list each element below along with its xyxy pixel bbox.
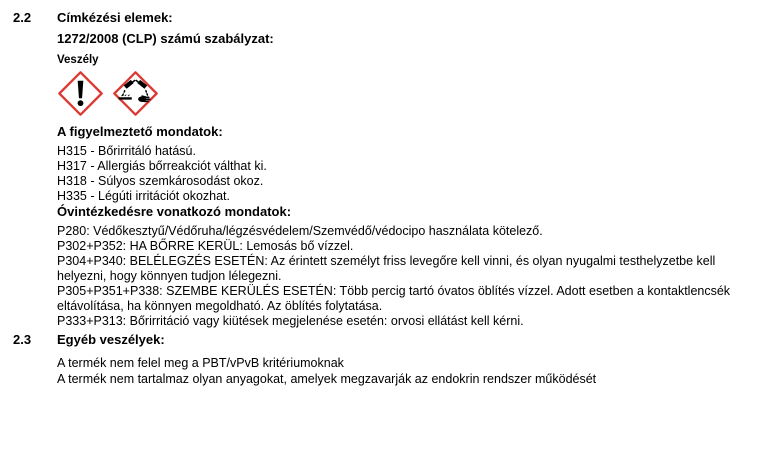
other-hazard-statement-endocrine: A termék nem tartalmaz olyan anyagokat, amelyek megzavarják az endokrin rendszer működését	[57, 372, 597, 386]
ghs-pictograms	[57, 70, 745, 117]
hazard-statement-h318: H318 - Súlyos szemkárosodást okoz.	[57, 174, 264, 188]
precautionary-statement-p305-p351-p338: P305+P351+P338: SZEMBE KERÜLÉS ESETÉN: Több percig tartó óvatos öblítés vízzel. Adott esetben a kontaktlencsék eltávolítása, ha könnyen megoldható. Az öblítés folytatása.	[57, 284, 731, 313]
hazard-statements-heading: A figyelmeztető mondatok:	[57, 124, 223, 139]
precautionary-statement-p280: P280: Védőkesztyű/Védőruha/légzésvédelem/Szemvédő/védocipo használata kötelező.	[57, 224, 543, 238]
precautionary-statements-list	[57, 224, 745, 329]
section-title: Egyéb veszélyek:	[57, 332, 165, 347]
signal-word: Veszély	[57, 54, 99, 66]
other-hazards-list	[57, 355, 745, 387]
section-number: 2.3	[13, 332, 32, 347]
hazard-statement-h315: H315 - Bőrirritáló hatású.	[57, 144, 196, 158]
precautionary-statement-p333-p313: P333+P313: Bőrirritáció vagy kiütések megjelenése esetén: orvosi ellátást kell kérni.	[57, 314, 524, 328]
hazard-statement-h317: H317 - Allergiás bőrreakciót válthat ki.	[57, 159, 267, 173]
ghs07-exclamation-mark-icon	[57, 70, 104, 117]
hazard-statements-list	[57, 144, 745, 204]
section-other-hazards	[13, 332, 745, 387]
clp-regulation-heading: 1272/2008 (CLP) számú szabályzat:	[57, 31, 274, 46]
other-hazard-statement-pbt: A termék nem felel meg a PBT/vPvB kritériumoknak	[57, 356, 344, 370]
section-labeling-elements	[13, 10, 745, 329]
section-title: Címkézési elemek:	[57, 10, 173, 25]
ghs05-corrosion-icon	[112, 70, 159, 117]
precautionary-statement-p302-p352: P302+P352: HA BŐRRE KERÜL: Lemosás bő vízzel.	[57, 239, 354, 253]
precautionary-statement-p304-p340: P304+P340: BELÉLEGZÉS ESETÉN: Az érintett személyt friss levegőre kell vinni, és olyan nyugalmi testhelyzetbe kell helyezni, hogy könnyen tudjon lélegezni.	[57, 254, 716, 283]
precautionary-statements-heading: Óvintézkedésre vonatkozó mondatok:	[57, 204, 292, 219]
hazard-statement-h335: H335 - Légúti irritációt okozhat.	[57, 189, 231, 203]
section-number: 2.2	[13, 10, 32, 25]
